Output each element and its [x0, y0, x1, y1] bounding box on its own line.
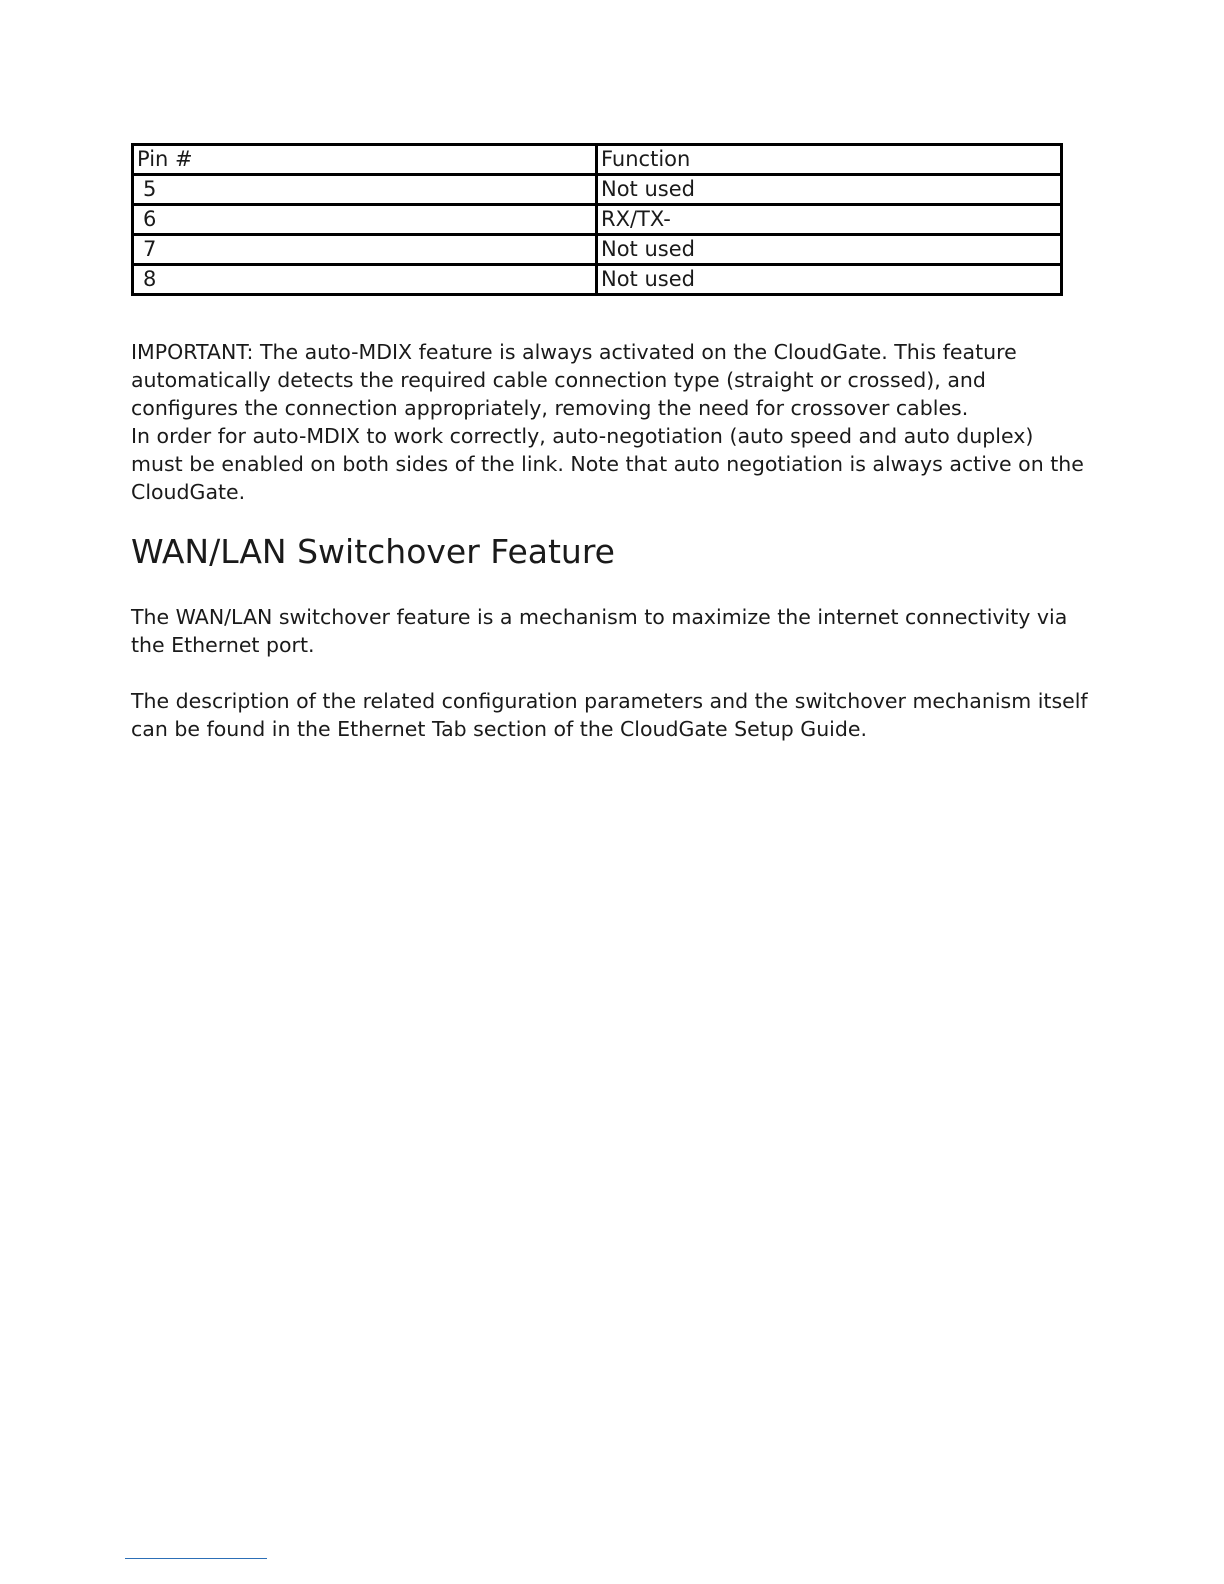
switchover-intro-paragraph: The WAN/LAN switchover feature is a mechanism to maximize the internet connectivity via the Ethernet port. — [131, 605, 1068, 657]
table-row — [133, 265, 1062, 295]
table-header-row — [133, 145, 1062, 175]
function-cell: Not used — [597, 265, 1062, 295]
table-row — [133, 175, 1062, 205]
table-row — [133, 235, 1062, 265]
pin-cell: 8 — [133, 265, 597, 295]
header-pin: Pin # — [133, 145, 597, 175]
footnote-separator — [125, 1558, 267, 1559]
pin-cell: 7 — [133, 235, 597, 265]
header-function: Function — [597, 145, 1062, 175]
function-cell: Not used — [597, 235, 1062, 265]
pin-cell: 6 — [133, 205, 597, 235]
auto-negotiation-paragraph: In order for auto-MDIX to work correctly, auto-negotiation (auto speed and auto duplex) must be enabled on both sides of the link. Note that auto negotiation is always active on the CloudGate. — [131, 424, 1084, 504]
pin-function-table — [131, 143, 1063, 296]
pin-cell: 5 — [133, 175, 597, 205]
section-heading: WAN/LAN Switchover Feature — [131, 532, 615, 571]
important-note-paragraph: IMPORTANT: The auto-MDIX feature is always activated on the CloudGate. This feature automatically detects the required cable connection type (straight or crossed), and configures the connection appropriately, removing the need for crossover cables. — [131, 340, 1017, 420]
function-cell: Not used — [597, 175, 1062, 205]
function-cell: RX/TX- — [597, 205, 1062, 235]
table-row — [133, 205, 1062, 235]
switchover-description-paragraph: The description of the related configuration parameters and the switchover mechanism itself can be found in the Ethernet Tab section of the CloudGate Setup Guide. — [131, 689, 1088, 741]
